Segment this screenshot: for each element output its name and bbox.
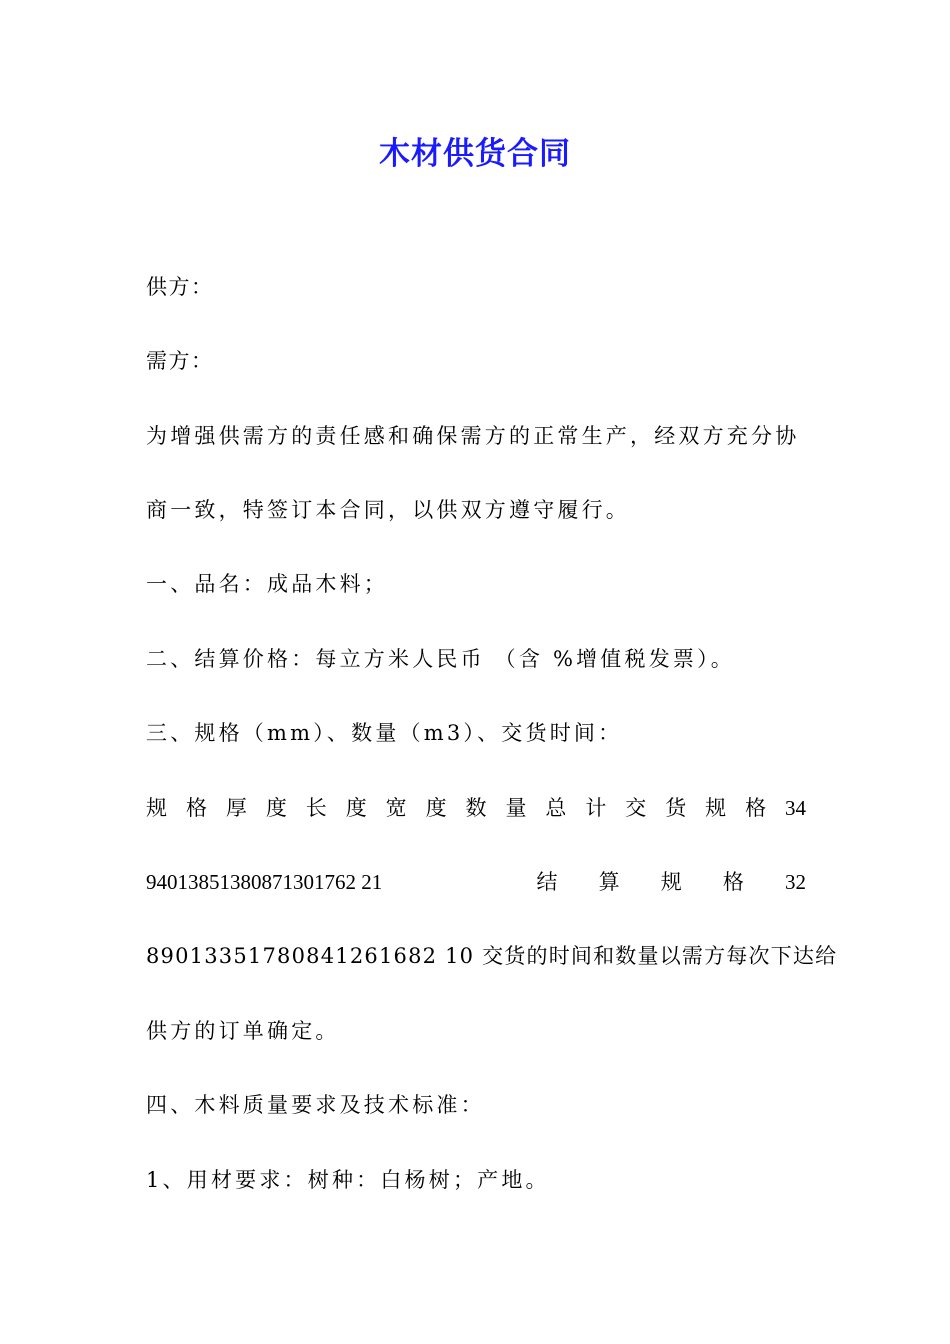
spec-number: 34: [785, 796, 806, 820]
spec-word: 数: [465, 796, 487, 820]
supplier-line: 供方：: [146, 275, 214, 299]
spec-word: 格: [745, 796, 767, 820]
spec-word: 格: [722, 870, 744, 894]
spec-word: 度: [265, 796, 287, 820]
spec-number: 94013851380871301762 21: [146, 870, 383, 894]
spec-number: 32: [785, 870, 806, 894]
document-title: 木材供货合同: [379, 136, 571, 172]
spec-word: 厚: [225, 796, 247, 820]
spec-word: 计: [585, 796, 607, 820]
spec-word: 货: [665, 796, 687, 820]
spec-word: 算: [598, 870, 620, 894]
spec-line-2: [146, 867, 806, 897]
spec-word: 规: [705, 796, 727, 820]
clause-2: 二、结算价格：每立方米人民币 （含 %增值税发票）。: [146, 647, 736, 671]
spec-word: 度: [425, 796, 447, 820]
clause-4-1: 1、用材要求：树种：白杨树；产地。: [146, 1168, 550, 1192]
clause-1: 一、品名：成品木料；: [146, 572, 388, 596]
spec-word: 度: [345, 796, 367, 820]
spec-line-4: 供方的订单确定。: [146, 1019, 340, 1043]
clause-4: 四、木料质量要求及技术标准：: [146, 1093, 485, 1117]
spec-line-1: [146, 793, 806, 823]
spec-word: 格: [185, 796, 207, 820]
spec-word: 总: [545, 796, 567, 820]
intro-line-1: 为增强供需方的责任感和确保需方的正常生产，经双方充分协: [146, 424, 800, 448]
clause-3: 三、规格（mm）、数量（m3）、交货时间：: [146, 721, 623, 745]
spec-line-3: 89013351780841261682 10 交货的时间和数量以需方每次下达给: [146, 944, 838, 968]
spec-word: 量: [505, 796, 527, 820]
spec-word: 结: [536, 870, 558, 894]
spec-word: 规: [660, 870, 682, 894]
spec-word: 规: [146, 796, 167, 820]
spec-word: 长: [305, 796, 327, 820]
spec-word: 宽: [385, 796, 407, 820]
buyer-line: 需方：: [146, 349, 214, 373]
spec-word: 交: [625, 796, 647, 820]
intro-line-2: 商一致，特签订本合同，以供双方遵守履行。: [146, 498, 630, 522]
